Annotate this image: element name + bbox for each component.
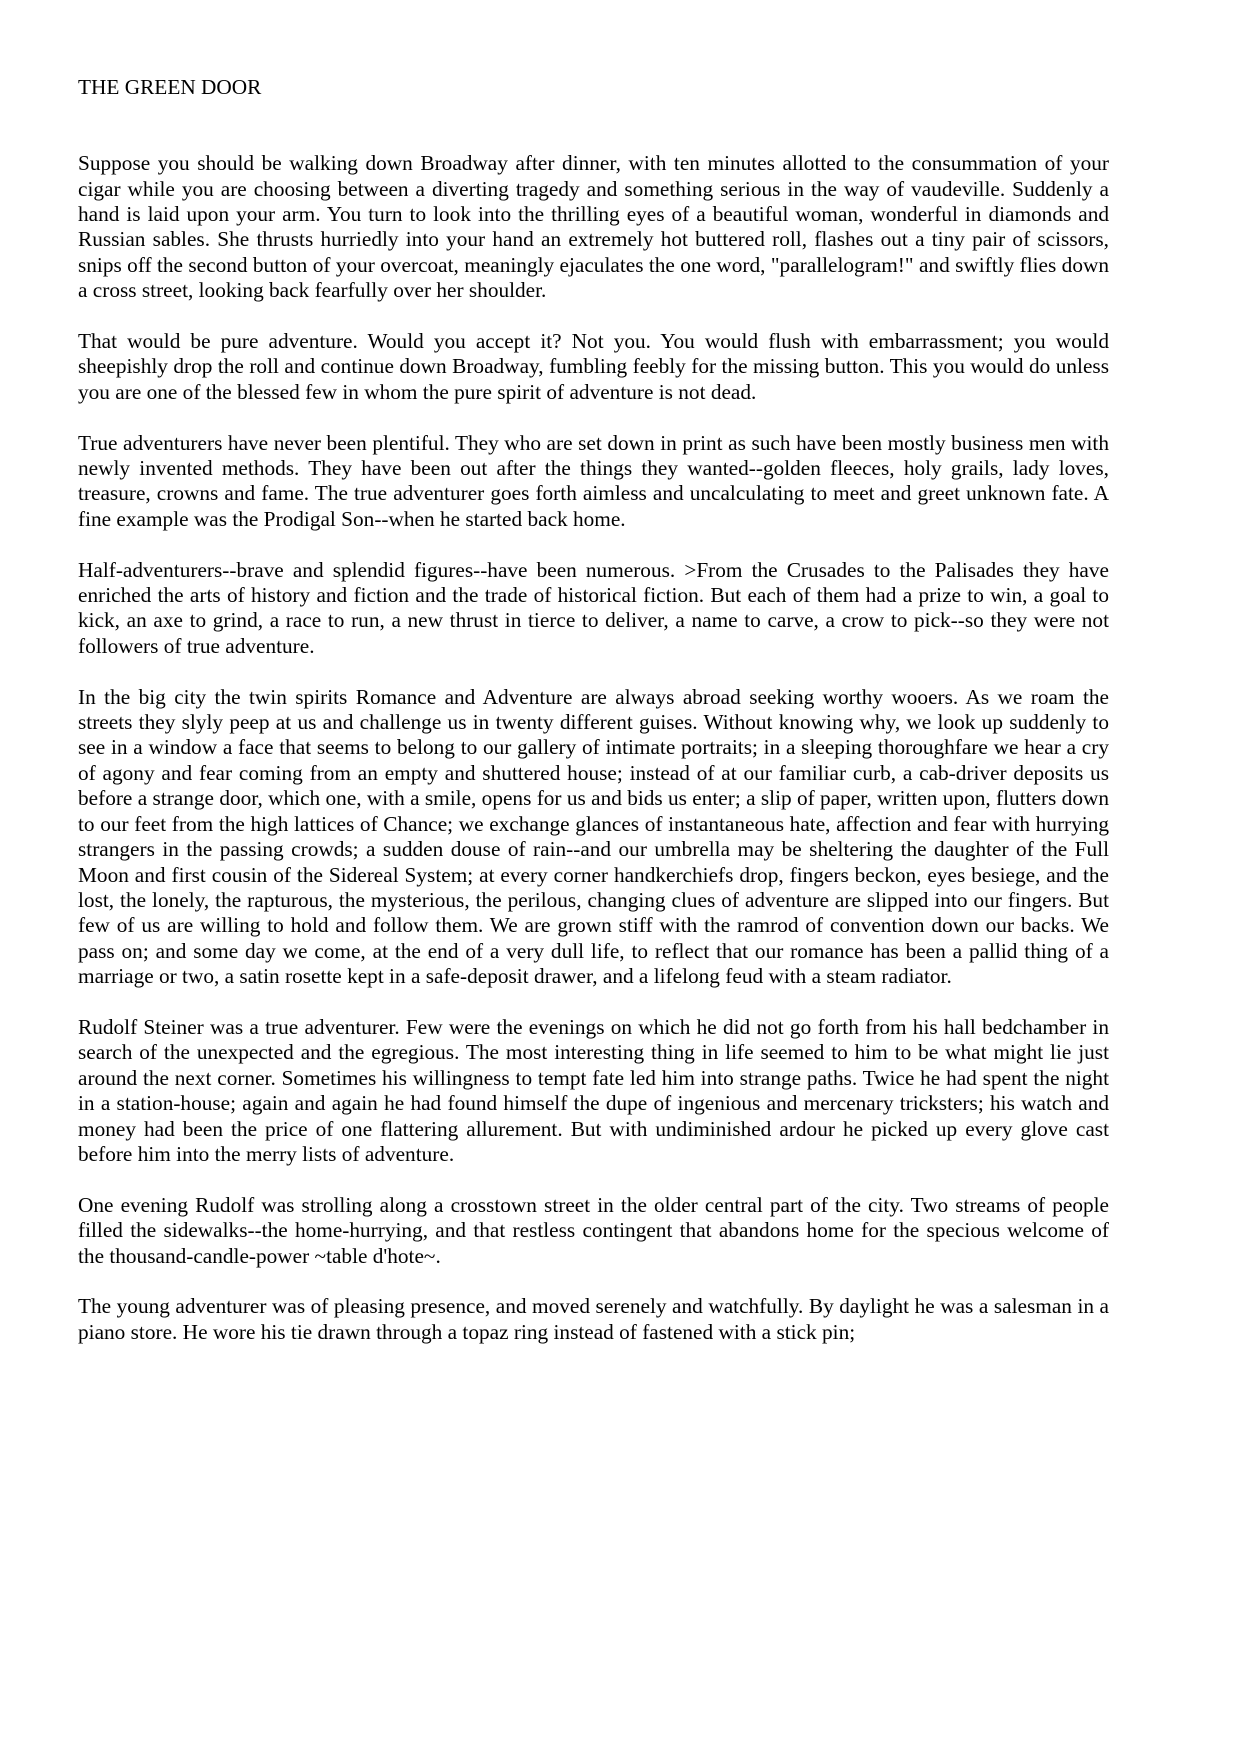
paragraph-6: Rudolf Steiner was a true adventurer. Few were the evenings on which he did not go forth from his hall bedchamber in search of the unexpected and the egregious. The most interesting thing in life seemed to him to be what might lie just around the next corner. Sometimes his willingness to tempt fate led him into strange paths. Twice he had spent the night in a station-house; again and again he had found himself the dupe of ingenious and mercenary tricksters; his watch and money had been the price of one flattering allurement. But with undiminished ardour he picked up every glove cast before him into the merry lists of adventure.	[78, 1014, 1109, 1166]
paragraph-4: Half-adventurers--brave and splendid figures--have been numerous. >From the Crusades to the Palisades they have enriched the arts of history and fiction and the trade of historical fiction. But each of them had a prize to win, a goal to kick, an axe to grind, a race to run, a new thrust in tierce to deliver, a name to carve, a crow to pick--so they were not followers of true adventure.	[78, 557, 1109, 658]
paragraph-3: True adventurers have never been plentiful. They who are set down in print as such have been mostly business men with newly invented methods. They have been out after the things they wanted--golden fleeces, holy grails, lady loves, treasure, crowns and fame. The true adventurer goes forth aimless and uncalculating to meet and greet unknown fate. A fine example was the Prodigal Son--when he started back home.	[78, 430, 1109, 531]
paragraph-5: In the big city the twin spirits Romance and Adventure are always abroad seeking worthy wooers. As we roam the streets they slyly peep at us and challenge us in twenty different guises. Without knowing why, we look up suddenly to see in a window a face that seems to belong to our gallery of intimate portraits; in a sleeping thoroughfare we hear a cry of agony and fear coming from an empty and shuttered house; instead of at our familiar curb, a cab-driver deposits us before a strange door, which one, with a smile, opens for us and bids us enter; a slip of paper, written upon, flutters down to our feet from the high lattices of Chance; we exchange glances of instantaneous hate, affection and fear with hurrying strangers in the passing crowds; a sudden douse of rain--and our umbrella may be sheltering the daughter of the Full Moon and first cousin of the Sidereal System; at every corner handkerchiefs drop, fingers beckon, eyes besiege, and the lost, the lonely, the rapturous, the mysterious, the perilous, changing clues of adventure are slipped into our fingers. But few of us are willing to hold and follow them. We are grown stiff with the ramrod of convention down our backs. We pass on; and some day we come, at the end of a very dull life, to reflect that our romance has been a pallid thing of a marriage or two, a satin rosette kept in a safe-deposit drawer, and a lifelong feud with a steam radiator.	[78, 684, 1109, 989]
paragraph-1: Suppose you should be walking down Broadway after dinner, with ten minutes allotted to the consummation of your cigar while you are choosing between a diverting tragedy and something serious in the way of vaudeville. Suddenly a hand is laid upon your arm. You turn to look into the thrilling eyes of a beautiful woman, wonderful in diamonds and Russian sables. She thrusts hurriedly into your hand an extremely hot buttered roll, flashes out a tiny pair of scissors, snips off the second button of your overcoat, meaningly ejaculates the one word, "parallelogram!" and swiftly flies down a cross street, looking back fearfully over her shoulder.	[78, 151, 1109, 303]
document-title: THE GREEN DOOR	[78, 75, 262, 99]
paragraph-7: One evening Rudolf was strolling along a crosstown street in the older central part of the city. Two streams of people filled the sidewalks--the home-hurrying, and that restless contingent that abandons home for the specious welcome of the thousand-candle-power ~table d'hote~.	[78, 1192, 1109, 1268]
paragraph-2: That would be pure adventure. Would you accept it? Not you. You would flush with embarrassment; you would sheepishly drop the roll and continue down Broadway, fumbling feebly for the missing button. This you would do unless you are one of the blessed few in whom the pure spirit of adventure is not dead.	[78, 329, 1109, 404]
paragraph-8: The young adventurer was of pleasing presence, and moved serenely and watchfully. By daylight he was a salesman in a piano store. He wore his tie drawn through a topaz ring instead of fastened with a stick pin;	[78, 1294, 1109, 1344]
document-page	[78, 75, 1109, 1371]
